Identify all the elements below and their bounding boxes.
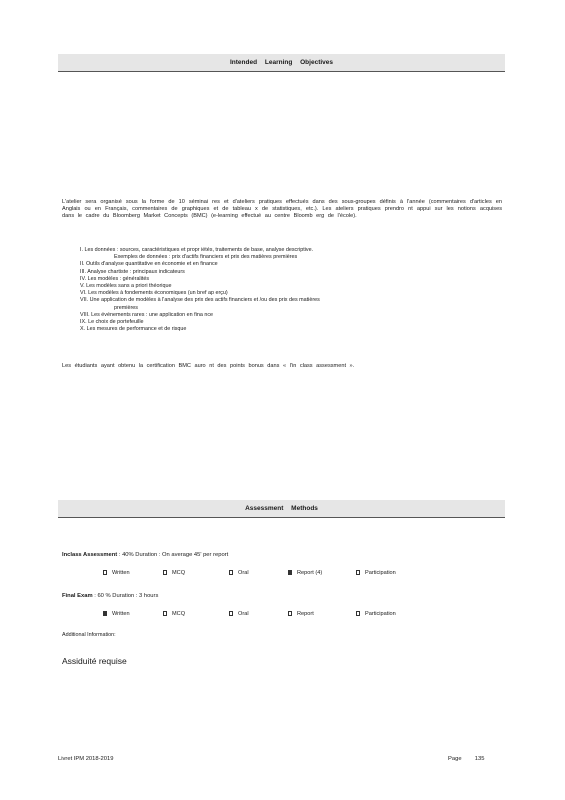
option-label: Oral	[238, 611, 249, 617]
additional-information-text: Assiduité requise	[62, 656, 127, 666]
option-label: Written	[112, 570, 130, 576]
bmc-bonus-note: Les étudiants ayant obtenu la certification BMC auro nt des points bonus dans « l'in class assessment ».	[62, 363, 355, 369]
inclass-assessment-label: Inclass Assessment	[62, 552, 118, 558]
list-item: VIII. Les événements rares : une application en fina nce	[80, 311, 214, 318]
objectives-header: Intended Learning Objectives	[58, 54, 505, 72]
inclass-option-written	[103, 570, 130, 576]
inclass-assessment-row	[62, 552, 228, 558]
inclass-option-participation	[356, 570, 396, 576]
option-label: Report (4)	[297, 570, 323, 576]
option-label: Written	[112, 611, 130, 617]
footer-booklet: Livret IPM 2018-2019	[58, 756, 114, 762]
list-item: V. Les modèles sans a priori théorique	[80, 283, 172, 290]
final-option-written	[103, 611, 130, 617]
unchecked-box-icon	[103, 570, 107, 575]
unchecked-box-icon	[356, 570, 360, 575]
list-item: II. Outils d'analyse quantitative en économie et en finance	[80, 261, 218, 268]
final-option-participation	[356, 611, 396, 617]
list-item: IV. Les modèles : généralités	[80, 275, 150, 282]
final-exam-label: Final Exam	[62, 593, 93, 599]
list-item: IX. Le choix de portefeuille	[80, 319, 144, 326]
final-option-oral	[229, 611, 249, 617]
list-item: I. Les données : sources, caractéristiques et propr iétés, traitements de base, analyse descriptive.	[80, 247, 314, 253]
option-label: MCQ	[172, 570, 186, 576]
option-label: Participation	[365, 611, 396, 617]
additional-information-label: Additional Information:	[62, 632, 116, 638]
checked-box-icon	[103, 611, 107, 616]
objectives-list	[80, 247, 500, 333]
inclass-assessment-details: : 40% Duration : On average 45' per report	[118, 552, 229, 558]
footer-page-number: 135	[474, 756, 485, 762]
footer-page-label: Page	[448, 756, 462, 762]
inclass-option-mcq	[163, 570, 185, 576]
unchecked-box-icon	[288, 611, 292, 616]
option-label: MCQ	[172, 611, 186, 617]
unchecked-box-icon	[163, 570, 167, 575]
list-item: III. Analyse chartiste : principaux indicateurs	[80, 268, 185, 275]
option-label: Participation	[365, 570, 396, 576]
objectives-paragraph: L'atelier sera organisé sous la forme de 10 séminai res et d'ateliers pratiques effectués dans des sous-groupes définis à l'année (commentaires d'articles en Anglais ou en Français, commentaires de graphiques et de tableau x de statistiques, etc.). Les ateliers pratiques prendro nt appui sur les notions acquises dans le cadre du Bloomberg Market Concepts (BMC) (e-learning effectué au centre Bloomb erg de l'école).	[62, 199, 502, 220]
unchecked-box-icon	[229, 570, 233, 575]
footer-page	[448, 756, 484, 762]
list-item: X. Les mesures de performance et de risque	[80, 326, 187, 333]
checked-box-icon	[288, 570, 292, 575]
inclass-option-oral	[229, 570, 249, 576]
assessment-header: Assessment Methods	[58, 500, 505, 518]
list-item: VI. Les modèles à fondements économiques (un bref ap erçu)	[80, 290, 228, 297]
list-item: VII. Une application de modèles à l'analyse des prix des actifs financiers et /ou des prix des matières	[80, 297, 320, 304]
final-exam-details: : 60 % Duration : 3 hours	[94, 593, 159, 599]
option-label: Oral	[238, 570, 249, 576]
list-item: Exemples de données : prix d'actifs financiers et prix des matières premières	[114, 254, 298, 261]
final-exam-row	[62, 593, 158, 599]
option-label: Report	[297, 611, 314, 617]
unchecked-box-icon	[229, 611, 233, 616]
list-item: premières	[114, 304, 138, 311]
unchecked-box-icon	[356, 611, 360, 616]
final-option-mcq	[163, 611, 185, 617]
final-option-report	[288, 611, 314, 617]
unchecked-box-icon	[163, 611, 167, 616]
inclass-option-report-4	[288, 570, 322, 576]
